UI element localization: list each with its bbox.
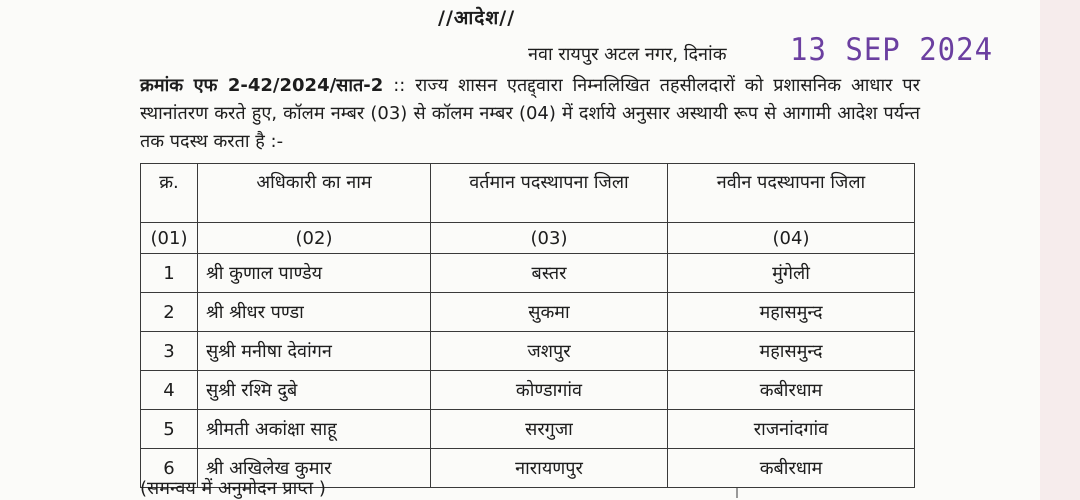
table-row <box>141 371 915 410</box>
current-district-cell: सरगुजा <box>431 410 668 449</box>
order-heading: //आदेश// <box>438 7 516 29</box>
header-serial: क्र. <box>141 164 198 223</box>
officer-name-cell: श्रीमती अकांक्षा साहू <box>198 410 431 449</box>
table-header-row <box>141 164 915 223</box>
table-row <box>141 293 915 332</box>
approval-note: (समन्वय में अनुमोदन प्राप्त ) <box>140 478 326 499</box>
serial-cell: 2 <box>141 293 198 332</box>
column-number: (01) <box>141 223 198 254</box>
page-edge <box>1040 0 1080 500</box>
table-row <box>141 332 915 371</box>
column-number: (04) <box>668 223 915 254</box>
current-district-cell: बस्तर <box>431 254 668 293</box>
new-district-cell: राजनांदगांव <box>668 410 915 449</box>
table-row <box>141 254 915 293</box>
header-new-district: नवीन पदस्थापना जिला <box>668 164 915 223</box>
serial-cell: 4 <box>141 371 198 410</box>
serial-cell: 5 <box>141 410 198 449</box>
current-district-cell: नारायणपुर <box>431 449 668 488</box>
new-district-cell: मुंगेली <box>668 254 915 293</box>
new-district-cell: कबीरधाम <box>668 449 915 488</box>
place-and-date-label: नवा रायपुर अटल नगर, दिनांक <box>528 44 727 65</box>
serial-cell: 1 <box>141 254 198 293</box>
date-stamp: 13 SEP 2024 <box>790 30 994 68</box>
new-district-cell: महासमुन्द <box>668 332 915 371</box>
order-body: :: राज्य शासन एतद्द्वारा निम्नलिखित तहसीलदारों को प्रशासनिक आधार पर स्थानांतरण करते हुए, कॉलम नम्बर (03) से कॉलम नम्बर (04) में दर्शाये अनुसार अस्थायी रूप से आगामी आदेश पर्यन्त तक पदस्थ करता है :- <box>140 75 920 152</box>
column-number-row <box>141 223 915 254</box>
officer-name-cell: श्री अखिलेख कुमार <box>198 449 431 488</box>
column-number: (02) <box>198 223 431 254</box>
officer-name-cell: सुश्री रश्मि दुबे <box>198 371 431 410</box>
officer-name-cell: श्री कुणाल पाण्डेय <box>198 254 431 293</box>
transfer-table <box>140 163 915 488</box>
column-number: (03) <box>431 223 668 254</box>
header-officer-name: अधिकारी का नाम <box>198 164 431 223</box>
new-district-cell: कबीरधाम <box>668 371 915 410</box>
serial-cell: 6 <box>141 449 198 488</box>
serial-cell: 3 <box>141 332 198 371</box>
order-paragraph <box>140 72 920 156</box>
officer-name-cell: सुश्री मनीषा देवांगन <box>198 332 431 371</box>
pen-mark <box>736 488 738 498</box>
officer-name-cell: श्री श्रीधर पण्डा <box>198 293 431 332</box>
new-district-cell: महासमुन्द <box>668 293 915 332</box>
order-reference: क्रमांक एफ 2-42/2024/सात-2 <box>140 75 384 96</box>
current-district-cell: सुकमा <box>431 293 668 332</box>
table-row <box>141 410 915 449</box>
header-current-district: वर्तमान पदस्थापना जिला <box>431 164 668 223</box>
current-district-cell: कोण्डागांव <box>431 371 668 410</box>
current-district-cell: जशपुर <box>431 332 668 371</box>
